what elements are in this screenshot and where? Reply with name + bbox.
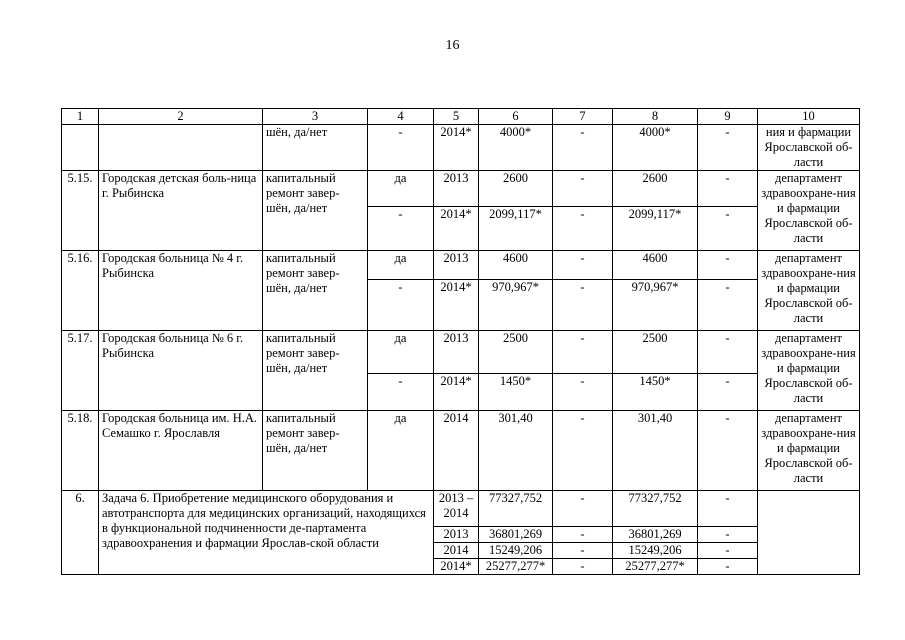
- amount-cell: 4000*: [613, 125, 698, 171]
- indicator-cell: капитальный ремонт завер-шён, да/нет: [263, 331, 368, 411]
- cell: -: [553, 251, 613, 280]
- indicator-cell: шён, да/нет: [263, 125, 368, 171]
- header-cell: 3: [263, 109, 368, 125]
- amount-cell: 77327,752: [479, 491, 553, 527]
- cell: -: [698, 207, 758, 251]
- executor-cell: [758, 491, 860, 575]
- amount-cell: 36801,269: [613, 527, 698, 543]
- object-name: Городская больница № 4 г. Рыбинска: [99, 251, 263, 331]
- indicator-cell: капитальный ремонт завер-шён, да/нет: [263, 171, 368, 251]
- object-name: Городская больница им. Н.А. Семашко г. Ярославля: [99, 411, 263, 491]
- amount-cell: 15249,206: [479, 543, 553, 559]
- header-cell: 4: [368, 109, 434, 125]
- executor-cell: ния и фармации Ярославской об-ласти: [758, 125, 860, 171]
- year-cell: 2014: [434, 411, 479, 491]
- cell: да: [368, 251, 434, 280]
- header-cell: 10: [758, 109, 860, 125]
- amount-cell: 15249,206: [613, 543, 698, 559]
- amount-cell: 2500: [479, 331, 553, 374]
- row-number: 5.15.: [62, 171, 99, 251]
- year-cell: 2013: [434, 171, 479, 207]
- row-number: 5.16.: [62, 251, 99, 331]
- program-table: [61, 108, 860, 575]
- cell: да: [368, 331, 434, 374]
- amount-cell: 4600: [613, 251, 698, 280]
- header-cell: 5: [434, 109, 479, 125]
- amount-cell: 2600: [613, 171, 698, 207]
- table-row: [62, 171, 860, 207]
- cell: -: [368, 374, 434, 411]
- year-cell: 2014*: [434, 207, 479, 251]
- year-cell: 2013: [434, 331, 479, 374]
- amount-cell: 301,40: [613, 411, 698, 491]
- cell: -: [698, 374, 758, 411]
- amount-cell: 2099,117*: [613, 207, 698, 251]
- header-cell: 1: [62, 109, 99, 125]
- amount-cell: 1450*: [479, 374, 553, 411]
- header-cell: 6: [479, 109, 553, 125]
- cell: -: [553, 280, 613, 331]
- year-cell: 2014: [434, 543, 479, 559]
- cell: -: [553, 374, 613, 411]
- amount-cell: 970,967*: [479, 280, 553, 331]
- cell: -: [553, 543, 613, 559]
- cell: -: [698, 411, 758, 491]
- cell: -: [698, 280, 758, 331]
- indicator-cell: капитальный ремонт завер-шён, да/нет: [263, 251, 368, 331]
- amount-cell: 1450*: [613, 374, 698, 411]
- header-cell: 9: [698, 109, 758, 125]
- year-cell: 2013: [434, 527, 479, 543]
- cell: -: [698, 491, 758, 527]
- header-cell: 8: [613, 109, 698, 125]
- row-number: 5.18.: [62, 411, 99, 491]
- cell: -: [368, 125, 434, 171]
- year-cell: 2013: [434, 251, 479, 280]
- table-row: [62, 125, 860, 171]
- cell: -: [698, 559, 758, 575]
- header-cell: 2: [99, 109, 263, 125]
- amount-cell: 4600: [479, 251, 553, 280]
- table-row: [62, 251, 860, 280]
- cell: -: [553, 125, 613, 171]
- amount-cell: 36801,269: [479, 527, 553, 543]
- amount-cell: 2500: [613, 331, 698, 374]
- amount-cell: 2600: [479, 171, 553, 207]
- cell: -: [368, 207, 434, 251]
- header-row: [62, 109, 860, 125]
- amount-cell: 77327,752: [613, 491, 698, 527]
- cell: -: [553, 527, 613, 543]
- cell: -: [553, 207, 613, 251]
- table-row: [62, 411, 860, 491]
- executor-cell: департамент здравоохране-ния и фармации Ярославской об-ласти: [758, 251, 860, 331]
- indicator-cell: капитальный ремонт завер-шён, да/нет: [263, 411, 368, 491]
- executor-cell: департамент здравоохране-ния и фармации Ярославской об-ласти: [758, 411, 860, 491]
- cell: -: [698, 331, 758, 374]
- amount-cell: 2099,117*: [479, 207, 553, 251]
- executor-cell: департамент здравоохране-ния и фармации Ярославской об-ласти: [758, 171, 860, 251]
- year-cell: 2014*: [434, 559, 479, 575]
- task-description: Задача 6. Приобретение медицинского оборудования и автотранспорта для медицинских организаций, находящихся в функциональной подчиненности де-партамента здравоохранения и фармации Ярослав-ской области: [99, 491, 434, 575]
- cell: -: [698, 527, 758, 543]
- cell: да: [368, 171, 434, 207]
- year-cell: 2014*: [434, 374, 479, 411]
- year-cell: 2013 – 2014: [434, 491, 479, 527]
- header-cell: 7: [553, 109, 613, 125]
- amount-cell: 25277,277*: [613, 559, 698, 575]
- cell: -: [553, 411, 613, 491]
- row-number: 6.: [62, 491, 99, 575]
- object-name: Городская больница № 6 г. Рыбинска: [99, 331, 263, 411]
- amount-cell: 4000*: [479, 125, 553, 171]
- cell: -: [698, 543, 758, 559]
- row-number: 5.17.: [62, 331, 99, 411]
- cell: -: [698, 251, 758, 280]
- cell: -: [368, 280, 434, 331]
- cell: -: [553, 491, 613, 527]
- cell: -: [553, 331, 613, 374]
- cell: -: [553, 559, 613, 575]
- cell: -: [698, 171, 758, 207]
- executor-cell: департамент здравоохране-ния и фармации Ярославской об-ласти: [758, 331, 860, 411]
- year-cell: 2014*: [434, 125, 479, 171]
- cell: -: [698, 125, 758, 171]
- amount-cell: 301,40: [479, 411, 553, 491]
- page-number: 16: [445, 38, 460, 53]
- amount-cell: 970,967*: [613, 280, 698, 331]
- cell: -: [553, 171, 613, 207]
- cell: да: [368, 411, 434, 491]
- object-name: Городская детская боль-ница г. Рыбинска: [99, 171, 263, 251]
- table-row: [62, 491, 860, 527]
- year-cell: 2014*: [434, 280, 479, 331]
- amount-cell: 25277,277*: [479, 559, 553, 575]
- table-row: [62, 331, 860, 374]
